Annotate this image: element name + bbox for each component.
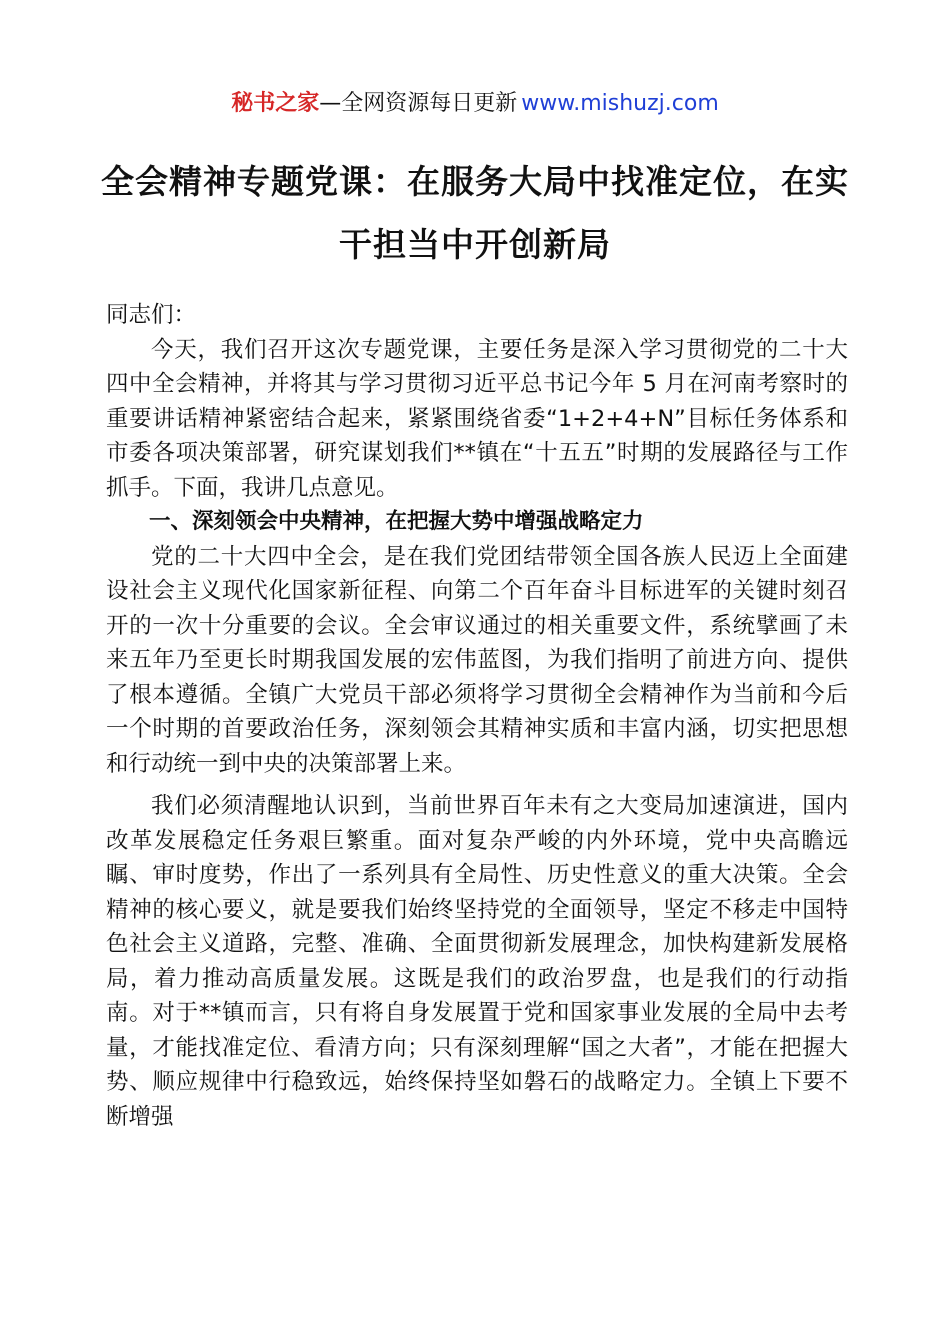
brand-name: 秘书之家 (231, 91, 320, 116)
salutation: 同志们： (106, 302, 197, 328)
header-tagline: —全网资源每日更新 (319, 91, 518, 116)
site-url-link[interactable]: www.mishuzj.com (521, 91, 719, 116)
document-body (106, 298, 848, 1134)
intro-paragraph: 今天，我们召开这次专题党课，主要任务是深入学习贯彻党的二十大四中全会精神，并将其与学习贯彻习近平总书记今年 5 月在河南考察时的重要讲话精神紧密结合起来，紧紧围绕省委“1+2+4+N”目标任务体系和市委各项决策部署，研究谋划我们**镇在“十五五”时期的发展路径与工作抓手。下面，我讲几点意见。 (106, 336, 848, 501)
body-paragraph: 我们必须清醒地认识到，当前世界百年未有之大变局加速演进，国内改革发展稳定任务艰巨繁重。面对复杂严峻的内外环境，党中央高瞻远瞩、审时度势，作出了一系列具有全局性、历史性意义的重大决策。全会精神的核心要义，就是要我们始终坚持党的全面领导，坚定不移走中国特色社会主义道路，完整、准确、全面贯彻新发展理念，加快构建新发展格局，着力推动高质量发展。这既是我们的政治罗盘，也是我们的行动指南。对于**镇而言，只有将自身发展置于党和国家事业发展的全局中去考量，才能找准定位、看清方向；只有深刻理解“国之大者”，才能在把握大势、顺应规律中行稳致远，始终保持坚如磐石的战略定力。全镇上下要不断增强 (106, 793, 848, 1130)
body-paragraph: 党的二十大四中全会，是在我们党团结带领全国各族人民迈上全面建设社会主义现代化国家新征程、向第二个百年奋斗目标进军的关键时刻召开的一次十分重要的会议。全会审议通过的相关重要文件，系统擘画了未来五年乃至更长时期我国发展的宏伟蓝图，为我们指明了前进方向、提供了根本遵循。全镇广大党员干部必须将学习贯彻全会精神作为当前和今后一个时期的首要政治任务，深刻领会其精神实质和丰富内涵，切实把思想和行动统一到中央的决策部署上来。 (106, 543, 848, 777)
section-heading: 一、深刻领会中央精神，在把握大势中增强战略定力 (149, 509, 644, 534)
site-header (0, 88, 950, 120)
document-title: 全会精神专题党课：在服务大局中找准定位，在实干担当中开创新局 (101, 162, 849, 264)
